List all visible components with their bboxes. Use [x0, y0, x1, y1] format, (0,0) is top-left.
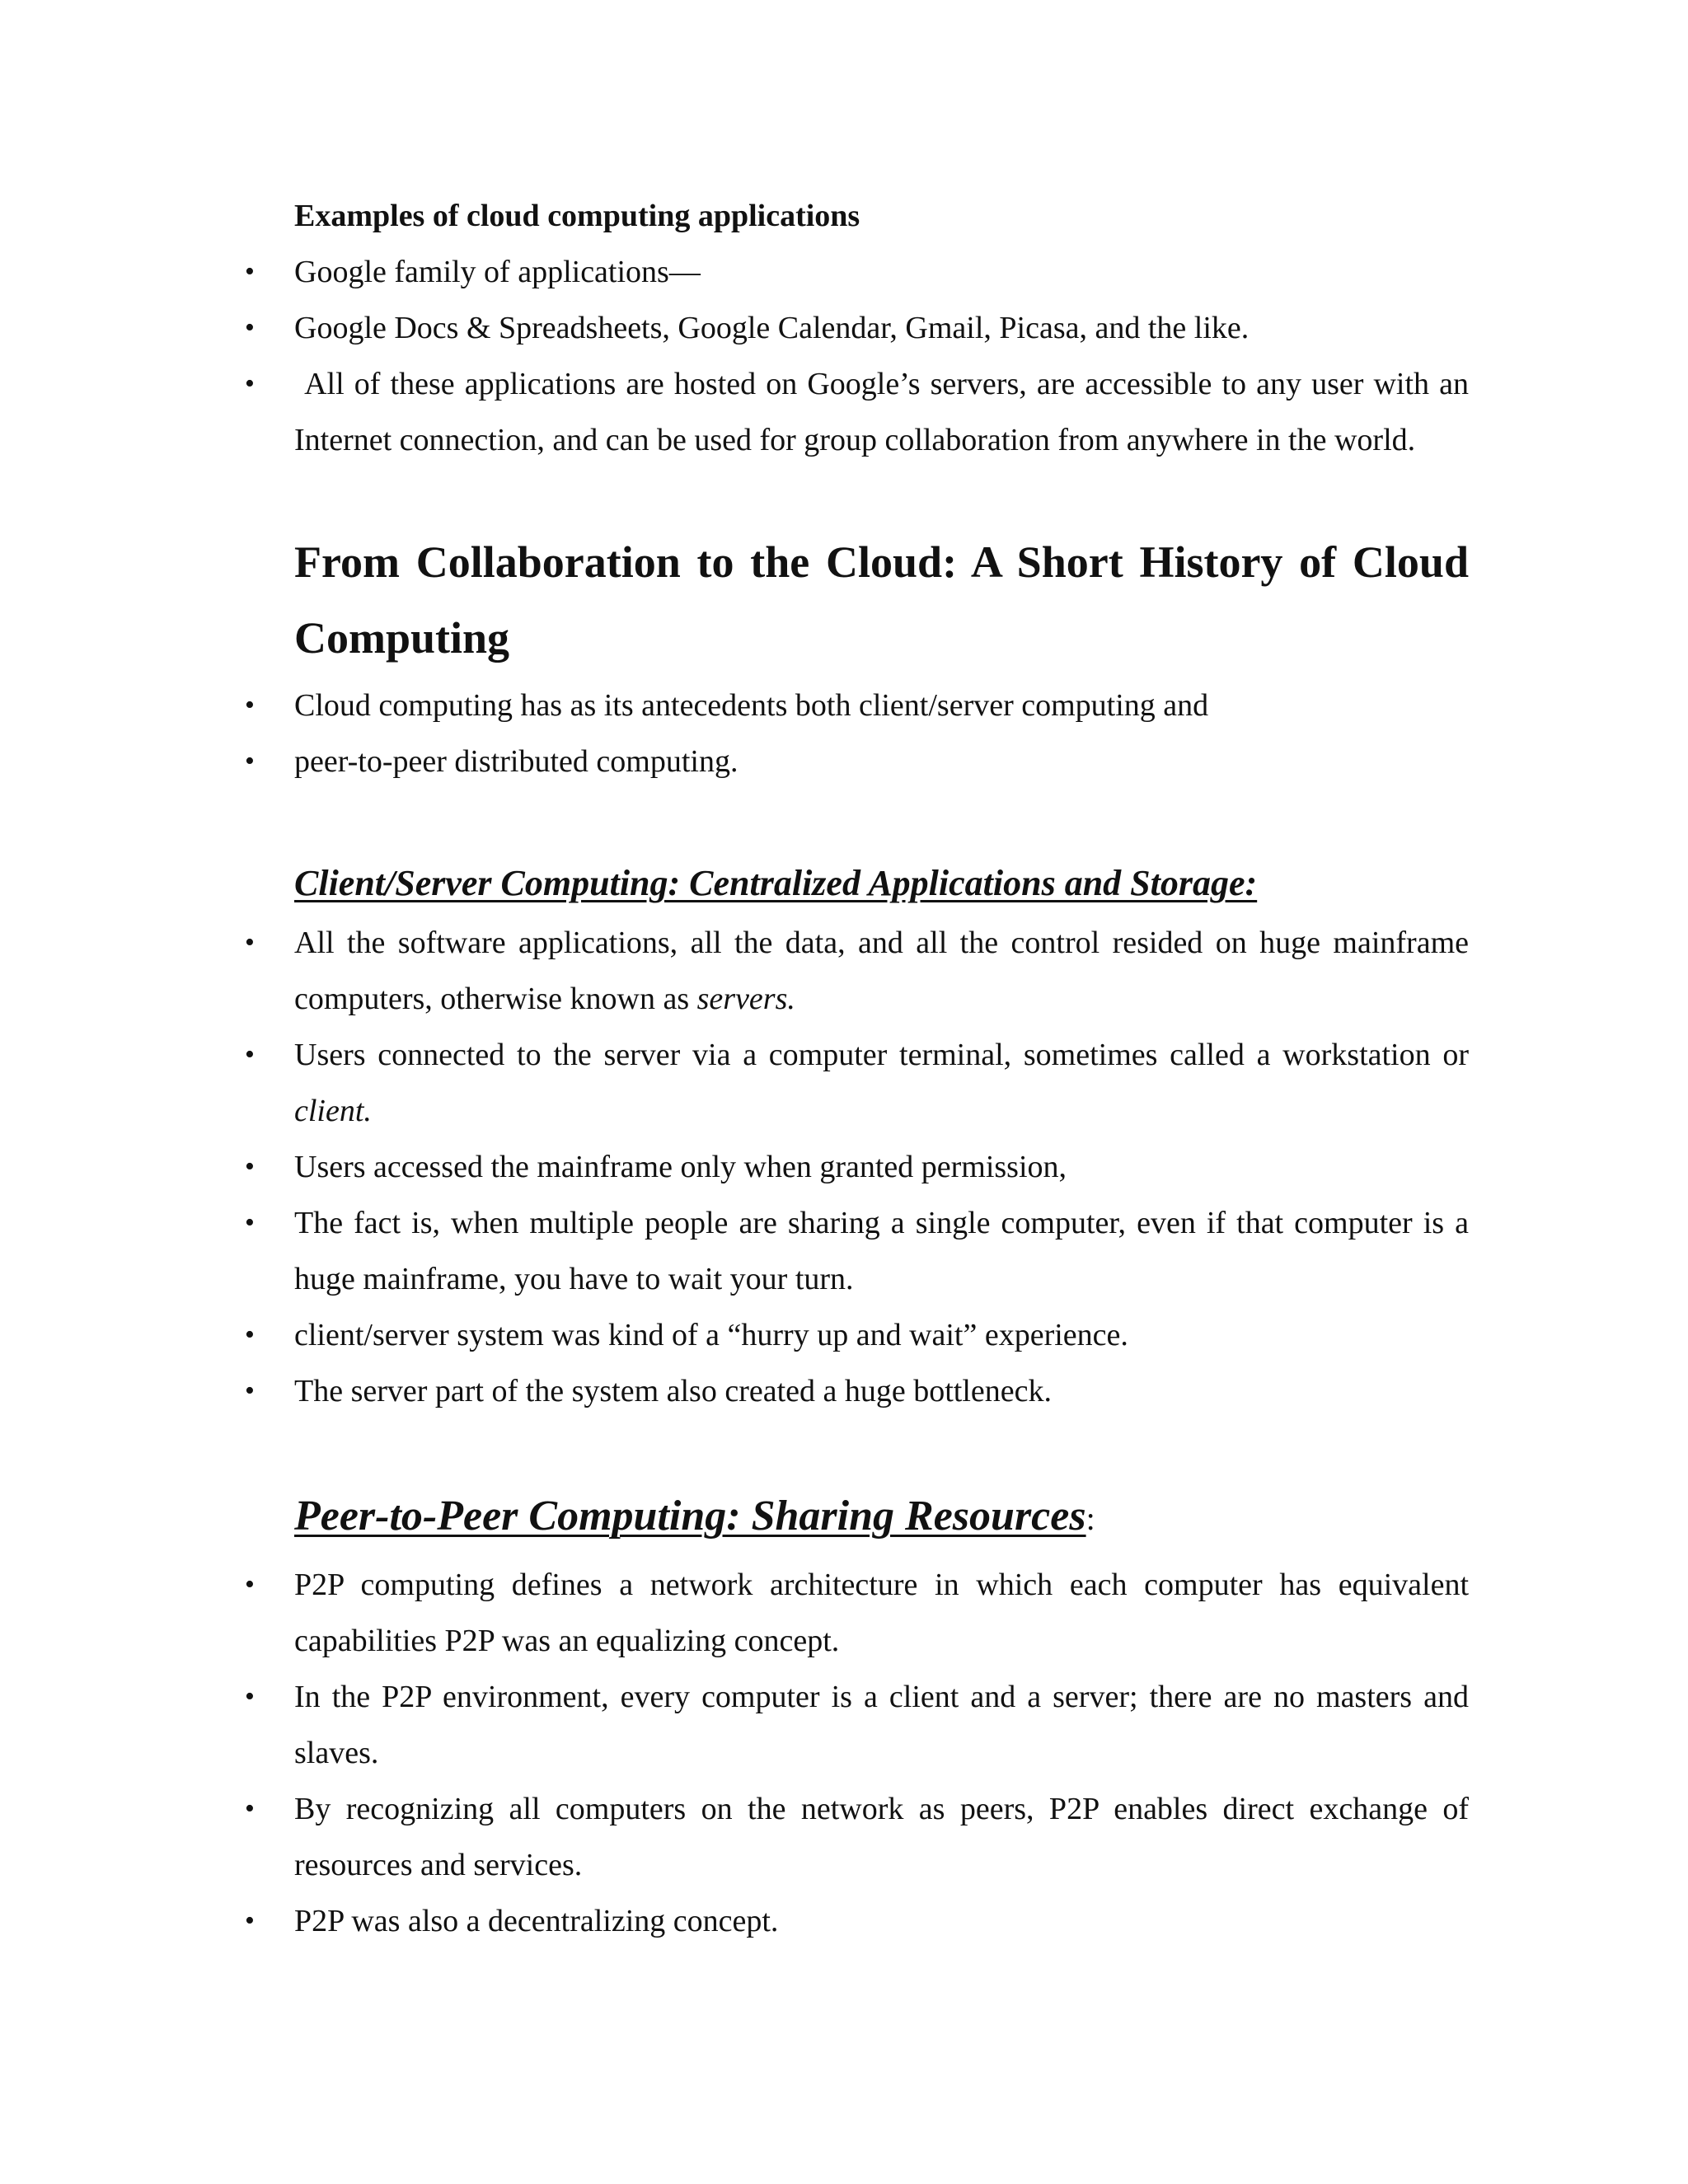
list-item: • P2P computing defines a network architecture in which each computer has equivalent capabilities P2P was an equalizing concept.: [294, 1557, 1469, 1669]
history-bullet-list: [294, 677, 1469, 790]
list-item: • P2P was also a decentralizing concept.: [294, 1893, 1469, 1949]
intro-heading: Examples of cloud computing applications: [294, 199, 860, 233]
history-section: [294, 524, 1469, 790]
client-server-bullet-list: [294, 915, 1469, 1419]
list-item: [294, 915, 1469, 1027]
list-item: • All of these applications are hosted on Google’s servers, are accessible to any user with an Internet connection, and can be used for group collaboration from anywhere in the world.: [294, 356, 1469, 468]
p2p-title: [294, 1483, 1469, 1552]
list-item-text: All the software applications, all the data, and all the control resided on huge mainframe computers, otherwise known as: [294, 926, 1469, 1016]
list-item-text: Users connected to the server via a computer terminal, sometimes called a workstation or: [294, 1038, 1469, 1072]
list-item: • Google family of applications—: [294, 244, 1469, 300]
list-item: • The server part of the system also created a huge bottleneck.: [294, 1363, 1469, 1419]
p2p-section: [294, 1483, 1469, 1949]
client-server-section: [294, 855, 1469, 1419]
emphasis-text: client.: [294, 1094, 372, 1128]
list-item: • In the P2P environment, every computer is a client and a server; there are no masters and slaves.: [294, 1669, 1469, 1781]
history-title: From Collaboration to the Cloud: A Short History of Cloud Computing: [294, 537, 1469, 663]
emphasis-text: servers.: [696, 982, 795, 1016]
p2p-title-colon: :: [1085, 1500, 1095, 1537]
p2p-title-text: Peer-to-Peer Computing: Sharing Resources: [294, 1493, 1086, 1540]
list-item: [294, 1027, 1469, 1139]
list-item: • Cloud computing has as its antecedents both client/server computing and: [294, 677, 1469, 733]
list-item: • Users accessed the mainframe only when granted permission,: [294, 1139, 1469, 1195]
list-item: • The fact is, when multiple people are sharing a single computer, even if that computer is a huge mainframe, you have to wait your turn.: [294, 1195, 1469, 1307]
intro-section: [294, 188, 1477, 468]
list-item: • client/server system was kind of a “hurry up and wait” experience.: [294, 1307, 1469, 1363]
client-server-title: Client/Server Computing: Centralized Applications and Storage:: [294, 863, 1258, 903]
list-item: • peer-to-peer distributed computing.: [294, 733, 1469, 790]
intro-bullet-list: [294, 244, 1477, 468]
list-item: • Google Docs & Spreadsheets, Google Calendar, Gmail, Picasa, and the like.: [294, 300, 1469, 356]
list-item: • By recognizing all computers on the network as peers, P2P enables direct exchange of resources and services.: [294, 1781, 1469, 1893]
p2p-bullet-list: [294, 1557, 1469, 1949]
